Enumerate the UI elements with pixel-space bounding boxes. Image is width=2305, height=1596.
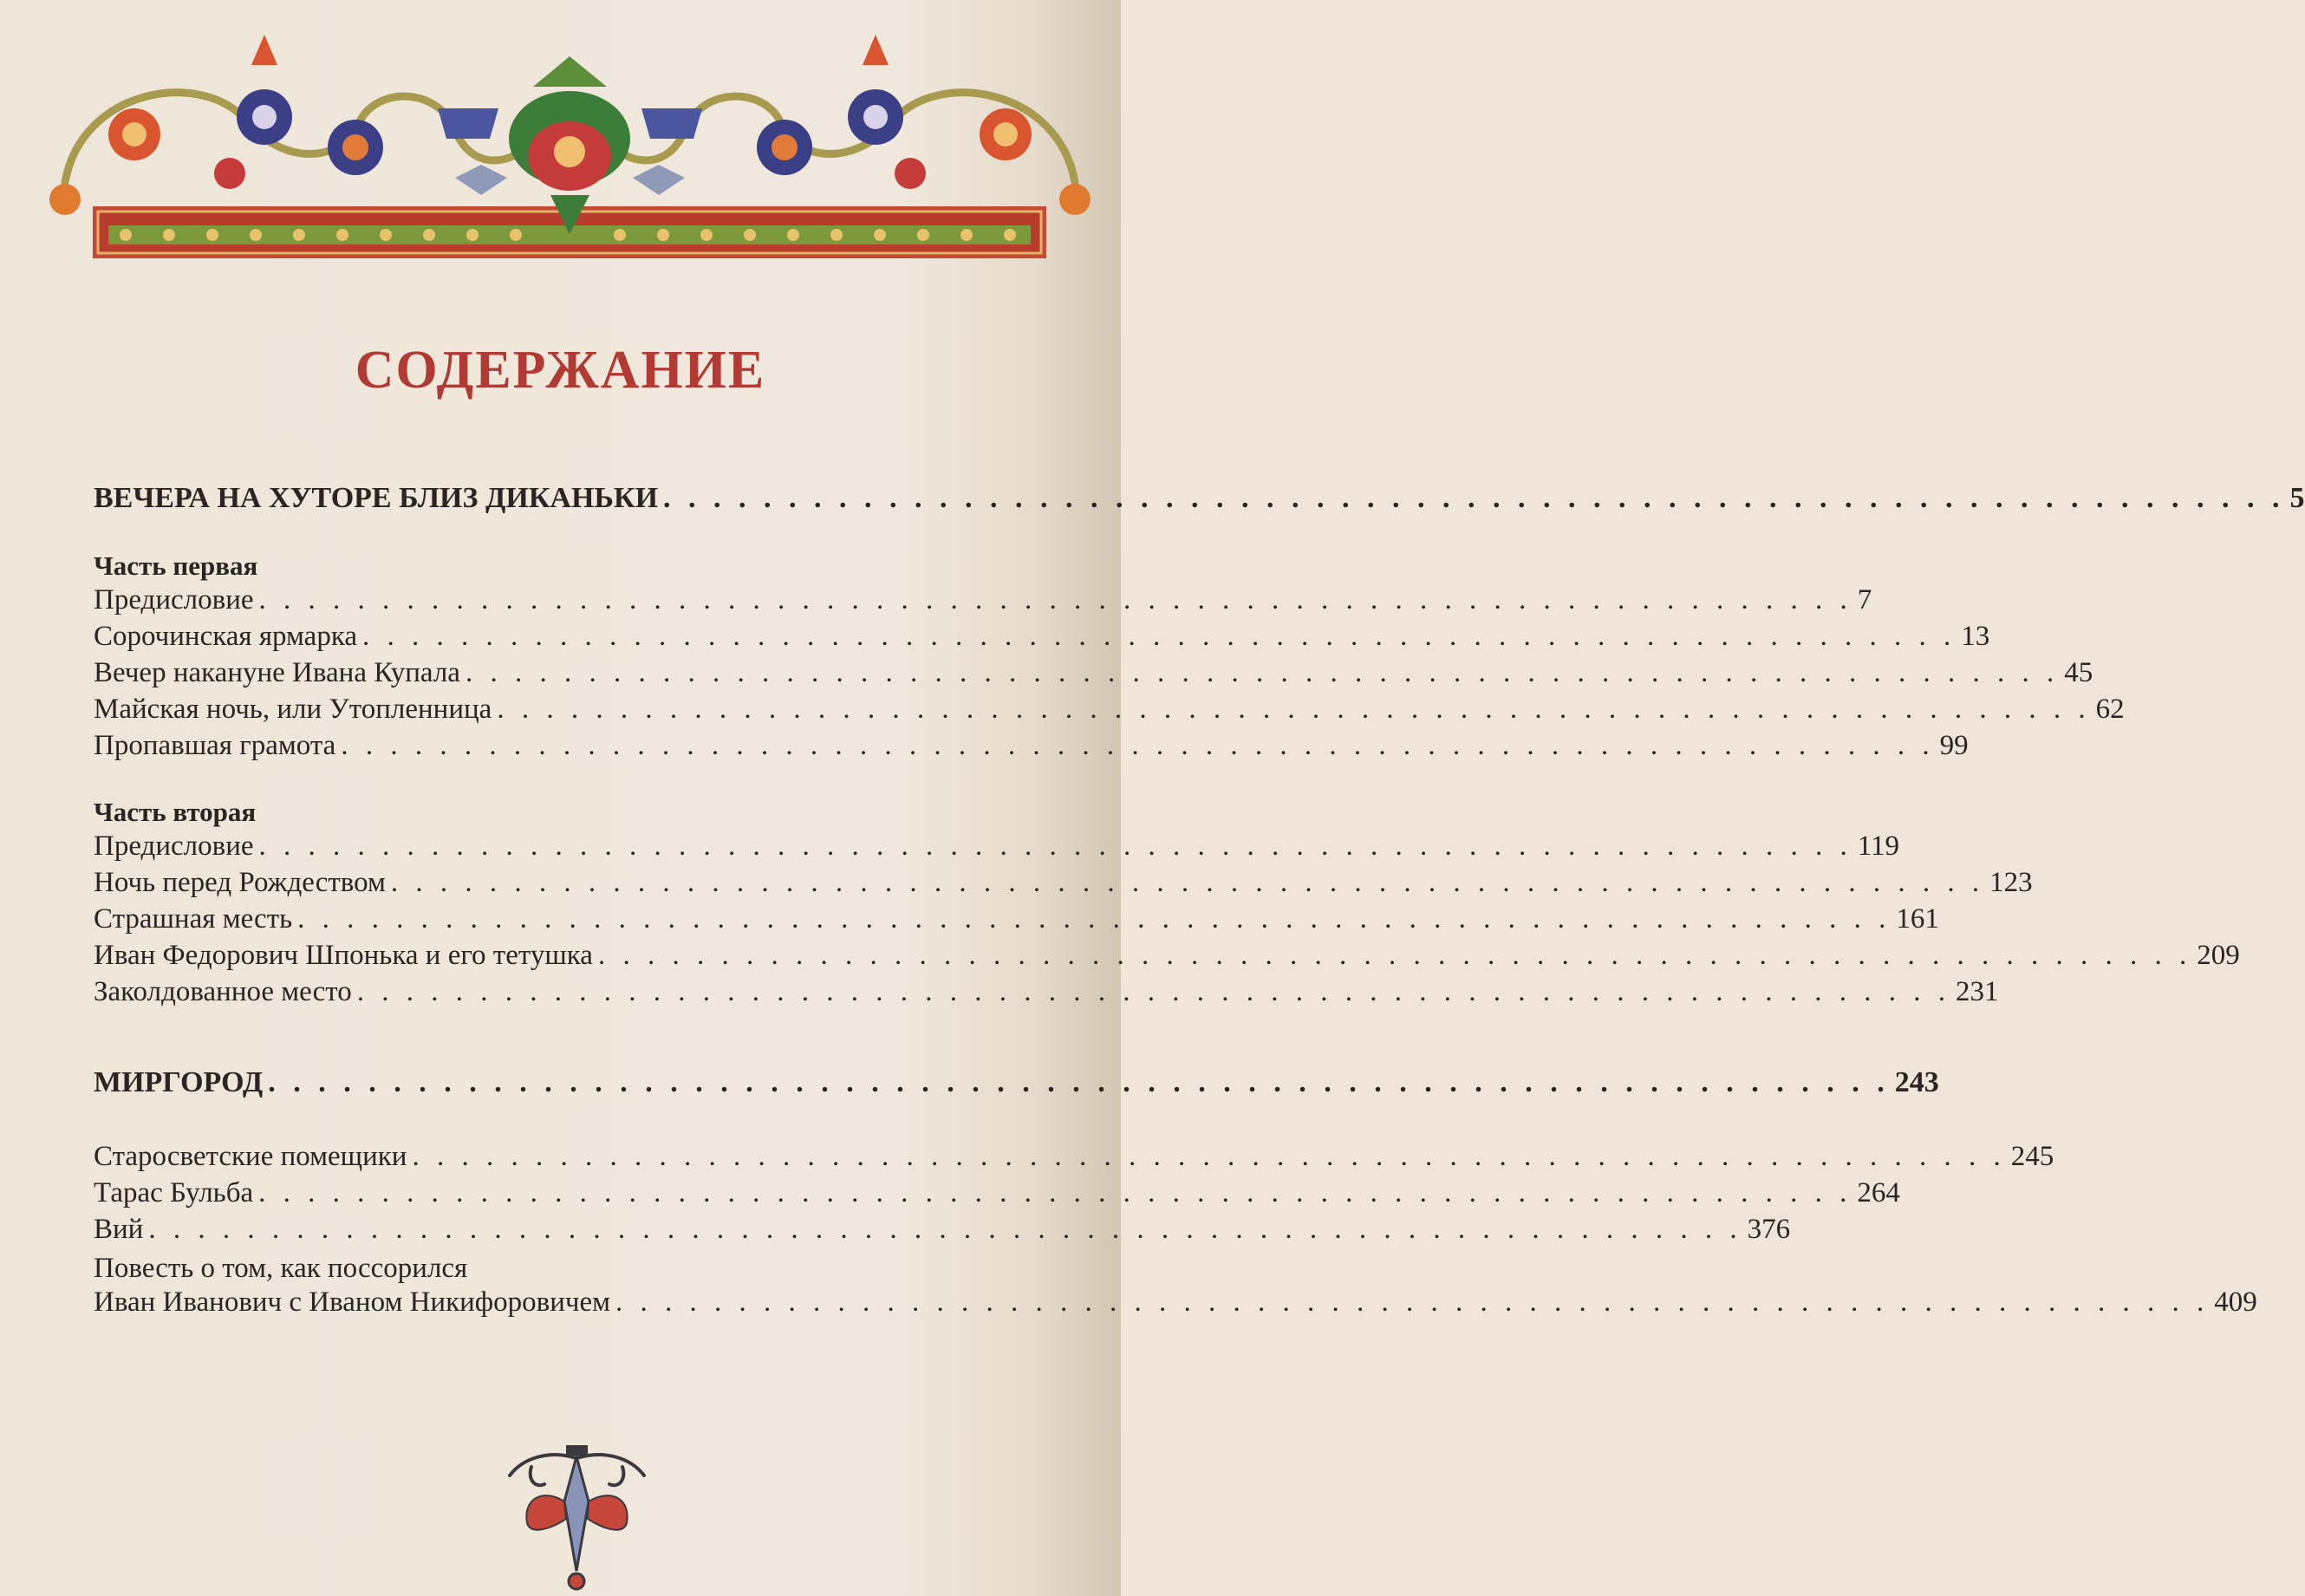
entry-label: Заколдованное место	[94, 976, 352, 1007]
page-number: 243	[1894, 1066, 1939, 1098]
page-number: 376	[1747, 1214, 1791, 1245]
dot-leader: . . . . . . . . . . . . . . . . . . . . . . . . . . . . . . . . . . . . . . . . . . . . . . . . . . . . . . . . . . . . . . . . .	[258, 831, 1852, 862]
entry-label: Сорочинская ярмарка	[94, 621, 357, 652]
dot-leader: . . . . . . . . . . . . . . . . . . . . . . . . . . . . . . . . . . . . . . . . . . . . . . . . . . . . . . . . . . . . . . . . .	[341, 730, 1935, 761]
dot-leader: . . . . . . . . . . . . . . . . . . . . . . . . . . . . . . . . . . . . . . . . . . . . . . . . . . . . . . . . . . . . . . . . .	[465, 657, 2060, 688]
entry-label: Тарас Бульба	[94, 1177, 254, 1208]
dot-leader: . . . . . . . . . . . . . . . . . . . . . . . . . . . . . . . . . . . . . . . . . . . . . . . . . . . . . . . . . . . . . . . . .	[362, 621, 1957, 652]
entry-label: Майская ночь, или Утопленница	[94, 694, 492, 725]
dot-leader: . . . . . . . . . . . . . . . . . . . . . . . . . . . . . . . . . . . . . . . . . . . . . . . . . . . . . . . . . . . . . . . . .	[148, 1214, 1742, 1245]
entry-label: Предисловие	[94, 831, 254, 862]
floral-border-ornament	[48, 35, 1092, 262]
page-number: 245	[2010, 1141, 2054, 1172]
entry-label: Старосветские помещики	[94, 1141, 407, 1172]
page-number: 209	[2197, 940, 2240, 971]
entry-label: Иван Федорович Шпонька и его тетушка	[94, 940, 593, 971]
toc-entry[interactable]	[94, 1141, 2054, 1177]
toc-entry[interactable]	[94, 1287, 2257, 1323]
page-number: 264	[1857, 1177, 1900, 1208]
entry-label: Ночь перед Рождеством	[94, 867, 386, 898]
page-number: 5	[2289, 482, 2305, 514]
dot-leader: . . . . . . . . . . . . . . . . . . . . . . . . . . . . . . . . . . . . . . . . . . . . . . . . . . . . . . . . . . . . . . . . .	[412, 1141, 2006, 1172]
part-heading: Часть вторая	[94, 797, 257, 827]
page-number: 161	[1896, 903, 1939, 935]
page-number: 7	[1857, 584, 1872, 616]
dot-leader: . . . . . . . . . . . . . . . . . . . . . . . . . . . . . . . . . . . . . . . . . . . . . . . . . . . . . . . . . . . . . . . . .	[258, 584, 1852, 616]
page-number: 231	[1956, 976, 1999, 1007]
toc-entry[interactable]	[94, 694, 2125, 730]
entry-label-line1[interactable]: Повесть о том, как поссорился	[94, 1253, 468, 1284]
page-number: 62	[2095, 694, 2125, 725]
page-number: 123	[1989, 867, 2033, 898]
page-number: 13	[1961, 621, 1990, 652]
page-number: 99	[1939, 730, 1969, 761]
toc-book-title-row[interactable]	[94, 1066, 1939, 1103]
toc-entry[interactable]	[94, 730, 1969, 766]
dot-leader: . . . . . . . . . . . . . . . . . . . . . . . . . . . . . . . . . . . . . . . . . . . . . . . . . . . . . . . . . . . . . . . . .	[497, 694, 2091, 725]
dot-leader: . . . . . . . . . . . . . . . . . . . . . . . . . . . . . . . . . . . . . . . . . . . . . . . . . . . . . . . . . . . . . . . . .	[663, 482, 2285, 514]
toc-entry[interactable]	[94, 657, 2093, 694]
toc-entry[interactable]	[94, 940, 2240, 976]
part-heading: Часть первая	[94, 550, 258, 581]
page-title: СОДЕРЖАНИЕ	[355, 341, 766, 400]
page-number: 119	[1857, 831, 1900, 862]
book-title: МИРГОРОД	[94, 1066, 264, 1098]
tailpiece-ornament	[505, 1441, 648, 1595]
page-number: 45	[2064, 657, 2093, 688]
dot-leader: . . . . . . . . . . . . . . . . . . . . . . . . . . . . . . . . . . . . . . . . . . . . . . . . . . . . . . . . . . . . . . . . .	[356, 976, 1951, 1007]
dot-leader: . . . . . . . . . . . . . . . . . . . . . . . . . . . . . . . . . . . . . . . . . . . . . . . . . . . . . . . . . . . . . . . . .	[390, 867, 1985, 898]
entry-label: Пропавшая грамота	[94, 730, 336, 761]
toc-entry[interactable]	[94, 1214, 1791, 1250]
toc-book-title-row[interactable]	[94, 482, 2305, 518]
toc-entry[interactable]	[94, 976, 1999, 1013]
toc-entry[interactable]	[94, 621, 1990, 657]
page-number: 409	[2214, 1287, 2257, 1318]
toc-entry[interactable]	[94, 831, 1900, 867]
dot-leader: . . . . . . . . . . . . . . . . . . . . . . . . . . . . . . . . . . . . . . . . . . . . . . . . . . . . . . . . . . . . . . . . .	[597, 940, 2192, 971]
dot-leader: . . . . . . . . . . . . . . . . . . . . . . . . . . . . . . . . . . . . . . . . . . . . . . . . . . . . . . . . . . . . . . . . .	[615, 1287, 2210, 1318]
entry-label: Страшная месть	[94, 903, 293, 935]
entry-label: Иван Иванович с Иваном Никифоровичем	[94, 1287, 611, 1318]
table-of-contents	[94, 482, 2305, 1323]
entry-label: Предисловие	[94, 584, 254, 616]
entry-label: Вий	[94, 1214, 144, 1245]
dot-leader: . . . . . . . . . . . . . . . . . . . . . . . . . . . . . . . . . . . . . . . . . . . . . . . . . . . . . . . . . . . . . . . . .	[258, 1177, 1852, 1208]
dot-leader: . . . . . . . . . . . . . . . . . . . . . . . . . . . . . . . . . . . . . . . . . . . . . . . . . . . . . . . . . . . . . . . . .	[268, 1066, 1890, 1098]
toc-entry[interactable]	[94, 867, 2033, 903]
toc-entry[interactable]	[94, 903, 1939, 940]
dot-leader: . . . . . . . . . . . . . . . . . . . . . . . . . . . . . . . . . . . . . . . . . . . . . . . . . . . . . . . . . . . . . . . . .	[297, 903, 1892, 935]
book-title: ВЕЧЕРА НА ХУТОРЕ БЛИЗ ДИКАНЬКИ	[94, 482, 659, 514]
toc-entry[interactable]	[94, 1177, 1900, 1214]
toc-entry[interactable]	[94, 584, 1872, 621]
entry-label: Вечер накануне Ивана Купала	[94, 657, 460, 688]
